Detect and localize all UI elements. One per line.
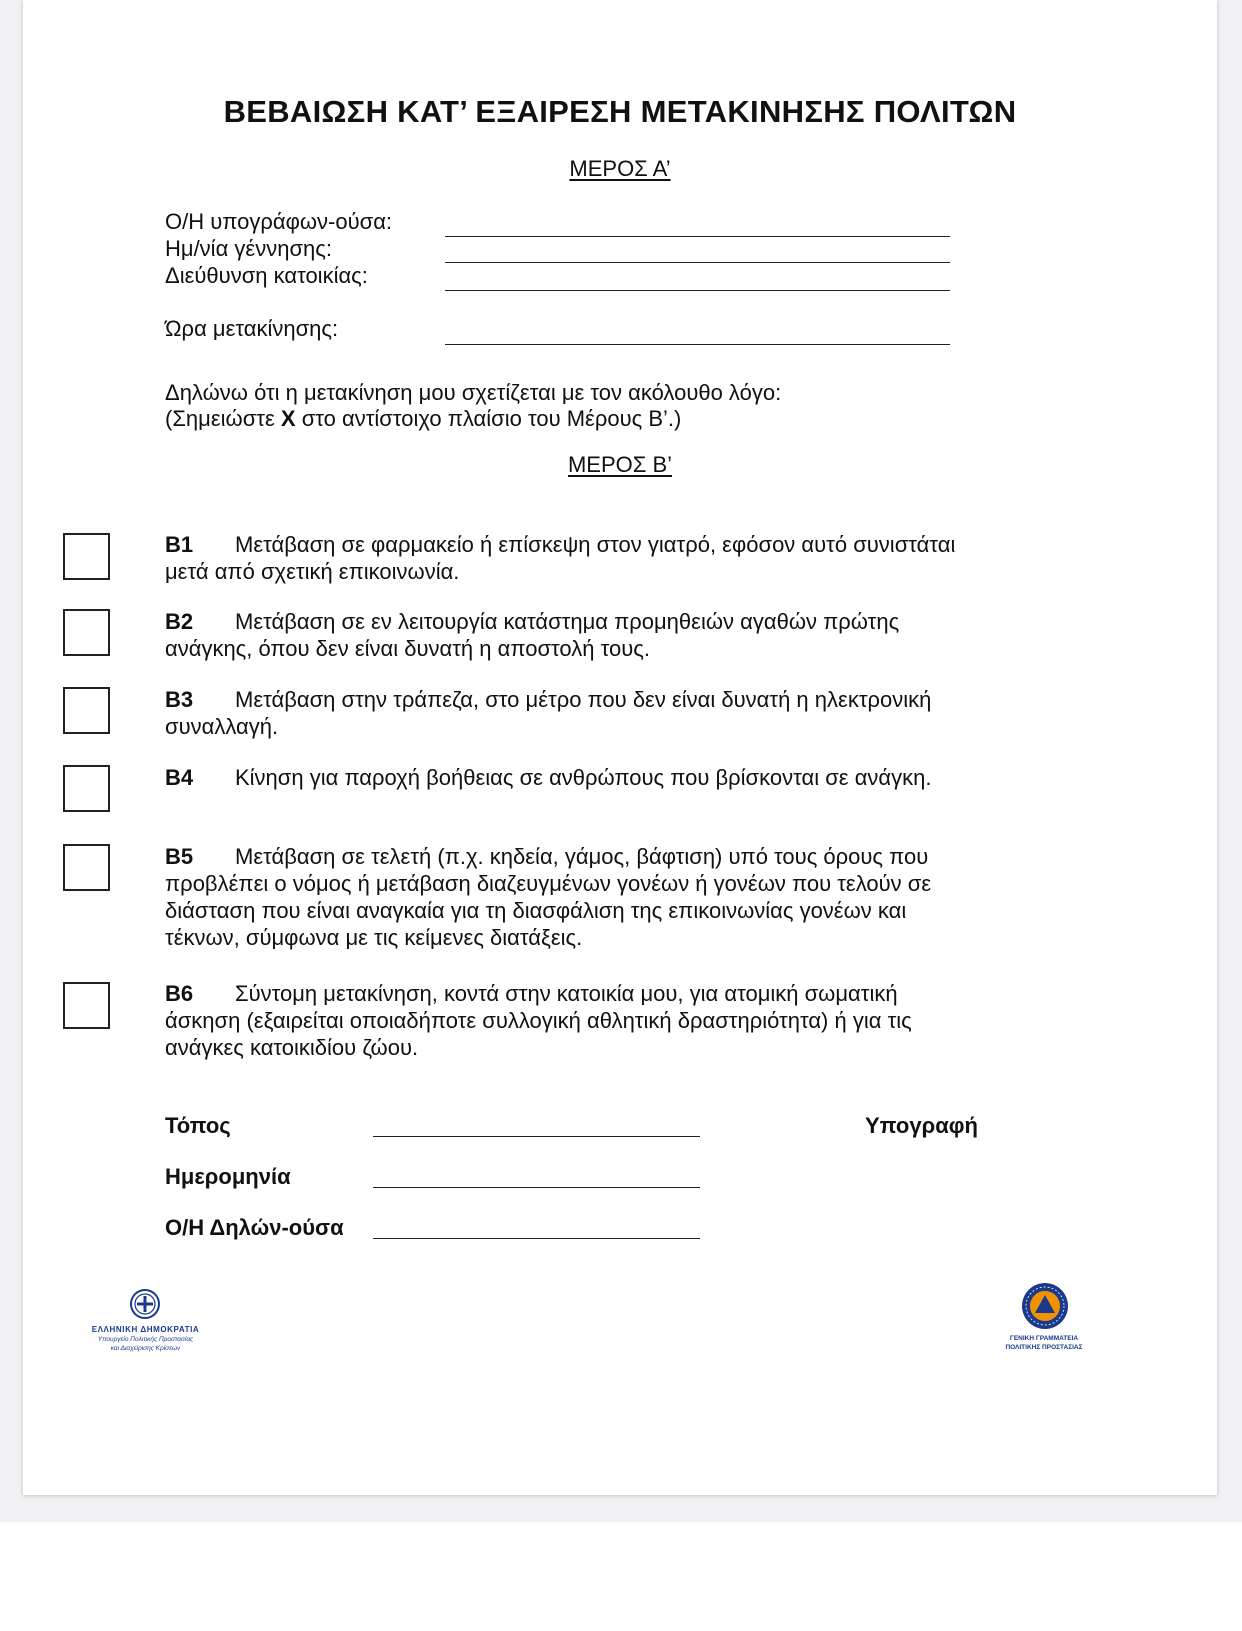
- reason-line: μετά από σχετική επικοινωνία.: [165, 559, 460, 584]
- birth-date-field[interactable]: [445, 262, 950, 263]
- reason-code: Β5: [165, 844, 194, 869]
- logo-right-line-2: ΠΟΛΙΤΙΚΗΣ ΠΡΟΣΤΑΣΙΑΣ: [1005, 1344, 1083, 1351]
- reason-line: [165, 980, 1085, 1007]
- reason-code: Β3: [165, 687, 194, 712]
- logo-left-line-2: Υπουργείο Πολιτικής Προστασίας: [97, 1336, 194, 1343]
- checkbox-b4[interactable]: [63, 765, 110, 812]
- declaration-line-2: [165, 406, 781, 432]
- reason-line: άσκηση (εξαιρείται οποιαδήποτε συλλογική αθλητική δραστηριότητα) ή για τις: [165, 1008, 912, 1033]
- checkbox-b1[interactable]: [63, 533, 110, 580]
- hellenic-republic-logo: [63, 1288, 228, 1358]
- reason-line: προβλέπει ο νόμος ή μετάβαση διαζευγμένων γονέων ή γονέων που τελούν σε: [165, 871, 932, 896]
- address-field[interactable]: [445, 290, 950, 291]
- part-a-heading: [23, 156, 1217, 182]
- reason-b2: [165, 608, 1085, 662]
- part-b-heading-text: ΜΕΡΟΣ Β’: [567, 452, 673, 477]
- date-label: Ημερομηνία: [165, 1164, 291, 1189]
- declaration-line-1: Δηλώνω ότι η μετακίνηση μου σχετίζεται με τον ακόλουθο λόγο:: [165, 380, 782, 405]
- declarant-field[interactable]: [373, 1238, 700, 1239]
- address-label: Διεύθυνση κατοικίας:: [165, 263, 368, 288]
- reason-text: Μετάβαση σε τελετή (π.χ. κηδεία, γάμος, βάφτιση) υπό τους όρους που: [235, 844, 929, 869]
- declaration-line-2-post: στο αντίστοιχο πλαίσιο του Μέρους Β’.): [295, 406, 682, 431]
- reason-text: Σύντομη μετακίνηση, κοντά στην κατοικία μου, για ατομική σωματική: [235, 981, 898, 1006]
- reason-b5: [165, 843, 1085, 951]
- reason-code: Β6: [165, 981, 194, 1006]
- reason-line: [165, 608, 1085, 635]
- document-page: [23, 0, 1217, 1495]
- reason-b3: [165, 686, 1085, 740]
- greek-emblem-icon: [129, 1288, 161, 1320]
- reason-line: [165, 843, 1085, 870]
- reason-text: Μετάβαση σε εν λειτουργία κατάστημα προμηθειών αγαθών πρώτης: [235, 609, 900, 634]
- reason-line: ανάγκες κατοικιδίου ζώου.: [165, 1035, 419, 1060]
- reason-line: ανάγκης, όπου δεν είναι δυνατή η αποστολή τους.: [165, 636, 650, 661]
- signer-name-field[interactable]: [445, 236, 950, 237]
- declarant-label: Ο/Η Δηλών-ούσα: [165, 1215, 344, 1240]
- reason-line: συναλλαγή.: [165, 714, 279, 739]
- reason-line: [165, 531, 1085, 558]
- reason-code: Β4: [165, 765, 194, 790]
- bottom-margin: [0, 1522, 1242, 1631]
- reason-b4: [165, 764, 1085, 791]
- movement-time-field[interactable]: [445, 344, 950, 345]
- checkbox-b6[interactable]: [63, 982, 110, 1029]
- reason-line: [165, 764, 1085, 791]
- reason-line: τέκνων, σύμφωνα με τις κείμενες διατάξεις.: [165, 925, 583, 950]
- reason-text: Κίνηση για παροχή βοήθειας σε ανθρώπους που βρίσκονται σε ανάγκη.: [235, 765, 932, 790]
- birth-date-label: Ημ/νία γέννησης:: [165, 236, 332, 261]
- reason-code: Β2: [165, 609, 194, 634]
- civil-protection-logo: [988, 1282, 1100, 1362]
- signature-label: Υπογραφή: [865, 1113, 978, 1138]
- part-a-heading-text: ΜΕΡΟΣ Α’: [569, 156, 671, 181]
- signer-name-label: Ο/Η υπογράφων-ούσα:: [165, 209, 393, 234]
- date-field[interactable]: [373, 1187, 700, 1188]
- logo-left-line-1: ΕΛΛΗΝΙΚΗ ΔΗΜΟΚΡΑΤΙΑ: [91, 1325, 200, 1334]
- checkbox-b3[interactable]: [63, 687, 110, 734]
- declaration-text: [165, 380, 781, 432]
- civil-protection-emblem-icon: [1021, 1282, 1069, 1330]
- declaration-line-2-pre: (Σημειώστε: [165, 406, 281, 431]
- reason-b6: [165, 980, 1085, 1061]
- reason-b1: [165, 531, 1085, 585]
- reason-code: Β1: [165, 532, 194, 557]
- logo-right-line-1: ΓΕΝΙΚΗ ΓΡΑΜΜΑΤΕΙΑ: [1009, 1335, 1079, 1342]
- checkbox-b5[interactable]: [63, 844, 110, 891]
- logo-left-line-3: και Διαχείρισης Κρίσεων: [110, 1345, 181, 1352]
- place-label: Τόπος: [165, 1113, 231, 1138]
- part-b-heading: [23, 452, 1217, 478]
- reason-line: διάσταση που είναι αναγκαία για τη διασφάλιση της επικοινωνίας γονέων και: [165, 898, 907, 923]
- movement-time-label: Ώρα μετακίνησης:: [165, 316, 339, 341]
- document-title: ΒΕΒΑΙΩΣΗ ΚΑΤ’ ΕΞΑΙΡΕΣΗ ΜΕΤΑΚΙΝΗΣΗΣ ΠΟΛΙΤΩΝ: [223, 94, 1017, 129]
- declaration-mark: X: [280, 406, 296, 431]
- reason-text: Μετάβαση σε φαρμακείο ή επίσκεψη στον γιατρό, εφόσον αυτό συνιστάται: [235, 532, 956, 557]
- checkbox-b2[interactable]: [63, 609, 110, 656]
- place-field[interactable]: [373, 1136, 700, 1137]
- reason-text: Μετάβαση στην τράπεζα, στο μέτρο που δεν είναι δυνατή η ηλεκτρονική: [235, 687, 932, 712]
- reason-line: [165, 686, 1085, 713]
